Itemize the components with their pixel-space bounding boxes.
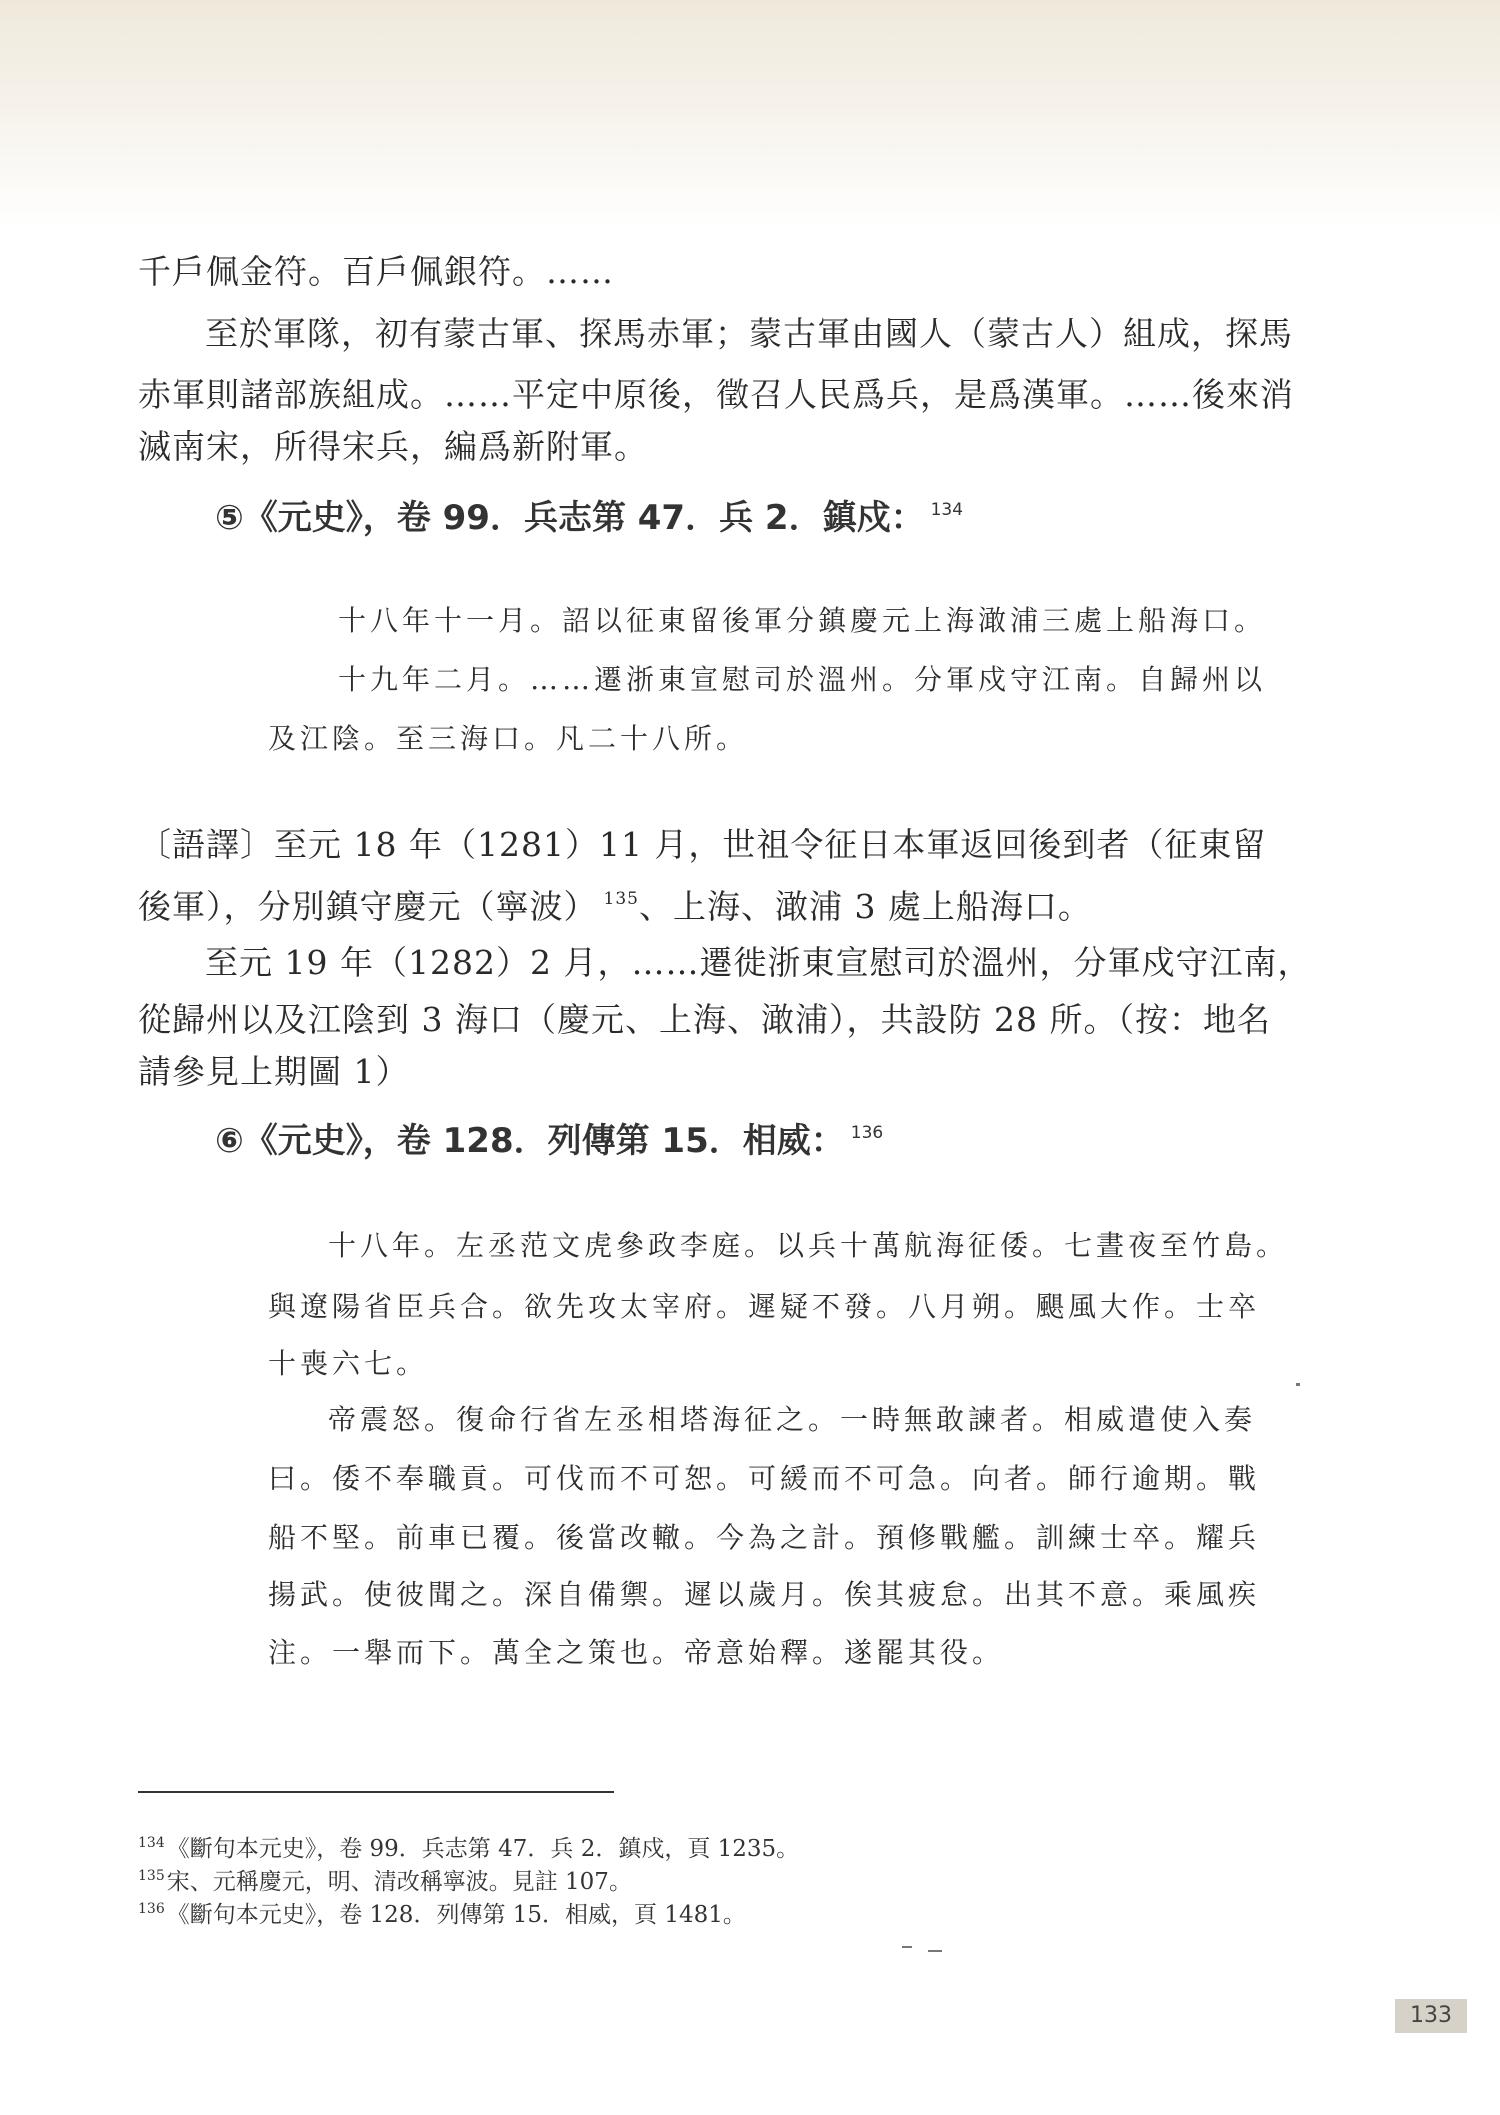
heading-text: ⑥《元史》，卷 128．列傳第 15．相威： — [215, 1121, 845, 1161]
translation-line: 從歸州以及江陰到 3 海口（慶元、上海、澉浦），共設防 28 所。（按：地名 — [138, 1000, 1271, 1039]
quote-line: 曰。倭不奉職貢。可伐而不可恕。可緩而不可急。向者。師行逾期。戰 — [268, 1462, 1261, 1495]
footnote-text: 宋、元稱慶元，明、清改稱寧波。見註 107。 — [166, 1869, 632, 1895]
body-line: 滅南宋，所得宋兵，編爲新附軍。 — [138, 427, 648, 466]
quote-line: 及江陰。至三海口。凡二十八所。 — [268, 722, 749, 755]
quote-line: 與遼陽省臣兵合。欲先攻太宰府。遲疑不發。八月朔。颶風大作。士卒 — [268, 1290, 1261, 1323]
heading-text: ⑤《元史》，卷 99．兵志第 47．兵 2．鎮戍： — [215, 498, 925, 538]
translation-line: 〔語譯〕至元 18 年（1281）11 月，世祖令征日本軍返回後到者（征東留 — [138, 825, 1267, 864]
translation-line — [138, 877, 1092, 929]
footnote-text: 《斷句本元史》，卷 99．兵志第 47．兵 2．鎮戍，頁 1235。 — [166, 1836, 800, 1862]
footnote — [138, 1861, 632, 1897]
quote-line: 十九年二月。……遷浙東宣慰司於溫州。分軍戍守江南。自歸州以 — [338, 663, 1267, 696]
quote-line: 注。一舉而下。萬全之策也。帝意始釋。遂罷其役。 — [268, 1636, 1005, 1669]
page-number: 133 — [1395, 1999, 1467, 2033]
translation-line: 請參見上期圖 1） — [138, 1052, 410, 1091]
quote-line: 十八年十一月。詔以征東留後軍分鎮慶元上海澉浦三處上船海口。 — [338, 604, 1267, 637]
section-heading-6 — [215, 1111, 883, 1163]
scan-speck — [1296, 1383, 1300, 1386]
footnote-number: 134 — [138, 1835, 165, 1851]
scan-speck — [928, 1950, 942, 1952]
quote-line: 十八年。左丞范文虎參政李庭。以兵十萬航海征倭。七晝夜至竹島。 — [328, 1229, 1289, 1262]
quote-line: 十喪六七。 — [268, 1347, 429, 1380]
footnote — [138, 1828, 799, 1864]
body-line: 千戶佩金符。百戶佩銀符。…… — [138, 252, 614, 291]
footnote-ref: 134 — [930, 500, 964, 520]
footnote — [138, 1894, 746, 1930]
quote-line: 帝震怒。復命行省左丞相塔海征之。一時無敢諫者。相威遣使入奏 — [328, 1403, 1257, 1436]
body-line: 赤軍則諸部族組成。……平定中原後，徵召人民爲兵，是爲漢軍。……後來消 — [138, 375, 1294, 414]
footnote-ref: 136 — [850, 1123, 884, 1143]
footnote-text: 《斷句本元史》，卷 128．列傳第 15．相威，頁 1481。 — [166, 1902, 746, 1928]
translation-text: 、上海、澉浦 3 處上船海口。 — [638, 887, 1092, 926]
translation-line: 至元 19 年（1282）2 月，……遷徙浙東宣慰司於溫州，分軍戍守江南， — [205, 943, 1312, 982]
scan-speck — [902, 1946, 912, 1948]
footnote-divider — [138, 1791, 614, 1793]
footnote-number: 136 — [138, 1901, 165, 1917]
translation-text: 後軍），分別鎮守慶元（寧波） — [138, 887, 598, 926]
quote-line: 船不堅。前車已覆。後當改轍。今為之計。預修戰艦。訓練士卒。耀兵 — [268, 1521, 1261, 1554]
footnote-number: 135 — [138, 1868, 165, 1884]
body-line: 至於軍隊，初有蒙古軍、探馬赤軍；蒙古軍由國人（蒙古人）組成，探馬 — [205, 314, 1293, 353]
footnote-ref: 135 — [603, 889, 639, 909]
quote-line: 揚武。使彼聞之。深自備禦。遲以歲月。俟其疲怠。出其不意。乘風疾 — [268, 1578, 1261, 1611]
section-heading-5 — [215, 488, 963, 540]
